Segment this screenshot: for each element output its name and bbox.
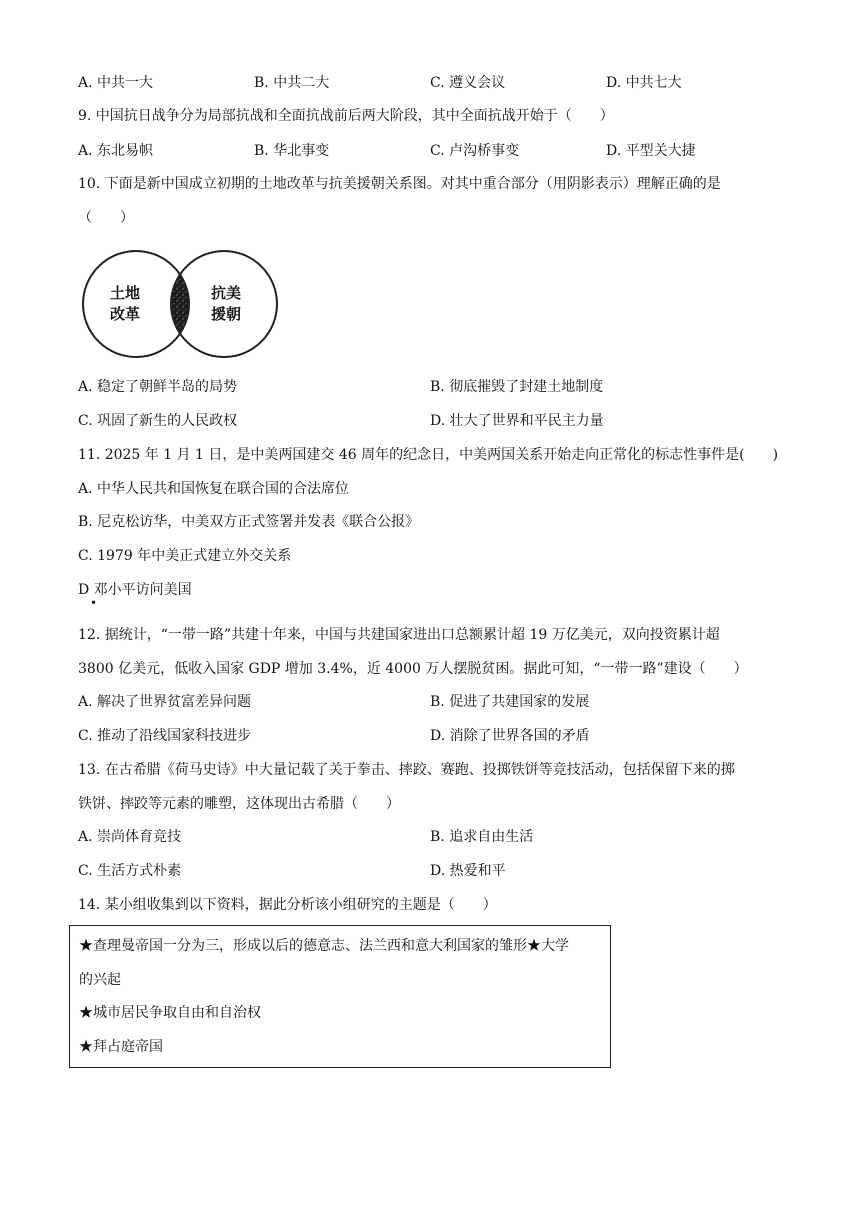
venn-left-label-1: 土地 <box>110 284 141 302</box>
q12-option-a[interactable]: A. 解决了世界贫富差异问题 <box>78 694 252 710</box>
material-item-2: ★城市居民争取自由和自治权 <box>79 1005 261 1021</box>
q10-option-b[interactable]: B. 彻底摧毁了封建土地制度 <box>430 379 604 395</box>
material-item-3: ★拜占庭帝国 <box>79 1039 163 1055</box>
q12-stem-line1: 12. 据统计，“一带一路”共建十年来，中国与共建国家进出口总额累计超 19 万亿美元，双向投资累计超 <box>78 627 720 643</box>
q12-stem-line2: 3800 亿美元，低收入国家 GDP 增加 3.4%，近 4000 万人摆脱贫困。据此可知，“一带一路”建设（ ） <box>78 661 748 677</box>
q11-stem: 11. 2025 年 1 月 1 日，是中美两国建交 46 周年的纪念日，中美两国关系开始走向正常化的标志性事件是( ) <box>78 447 779 463</box>
venn-right-label-2: 援朝 <box>211 305 242 323</box>
q10-stem-line2: （ ） <box>78 210 134 226</box>
q12-option-d[interactable]: D. 消除了世界各国的矛盾 <box>430 728 590 744</box>
q13-option-b[interactable]: B. 追求自由生活 <box>430 829 534 845</box>
venn-left-label-2: 改革 <box>110 305 141 323</box>
q8-option-c[interactable]: C. 遵义会议 <box>430 75 506 91</box>
q8-option-d[interactable]: D. 中共七大 <box>606 75 682 91</box>
q14-stem: 14. 某小组收集到以下资料，据此分析该小组研究的主题是（ ） <box>78 897 497 913</box>
q9-option-b[interactable]: B. 华北事变 <box>254 143 330 159</box>
q11-option-a[interactable]: A. 中华人民共和国恢复在联合国的合法席位 <box>78 481 350 497</box>
q11-option-d[interactable]: D 邓小平访问美国 <box>78 582 192 598</box>
q8-option-a[interactable]: A. 中共一大 <box>78 75 154 91</box>
venn-right-label-1: 抗美 <box>211 284 242 302</box>
q12-option-b[interactable]: B. 促进了共建国家的发展 <box>430 694 590 710</box>
q12-option-c[interactable]: C. 推动了沿线国家科技进步 <box>78 728 252 744</box>
q10-stem-line1: 10. 下面是新中国成立初期的土地改革与抗美援朝关系图。对其中重合部分（用阴影表示）理解正确的是 <box>78 176 721 192</box>
q10-option-c[interactable]: C. 巩固了新生的人民政权 <box>78 413 238 429</box>
q13-option-c[interactable]: C. 生活方式朴素 <box>78 863 182 879</box>
q8-option-b[interactable]: B. 中共二大 <box>254 75 330 91</box>
q10-option-d[interactable]: D. 壮大了世界和平民主力量 <box>430 413 604 429</box>
q9-stem: 9. 中国抗日战争分为局部抗战和全面抗战前后两大阶段，其中全面抗战开始于（ ） <box>78 108 614 124</box>
material-item-1a: ★查理曼帝国一分为三，形成以后的德意志、法兰西和意大利国家的雏形★大学 <box>79 938 569 954</box>
q11-option-b[interactable]: B. 尼克松访华，中美双方正式签署并发表《联合公报》 <box>78 514 420 530</box>
q9-option-d[interactable]: D. 平型关大捷 <box>606 143 696 159</box>
q13-option-d[interactable]: D. 热爱和平 <box>430 863 506 879</box>
material-item-1b: 的兴起 <box>79 972 121 988</box>
q13-option-a[interactable]: A. 崇尚体育竞技 <box>78 829 182 845</box>
venn-diagram <box>80 246 280 362</box>
q10-option-a[interactable]: A. 稳定了朝鲜半岛的局势 <box>78 379 238 395</box>
q11-option-c[interactable]: C. 1979 年中美正式建立外交关系 <box>78 548 292 564</box>
q13-stem-line1: 13. 在古希腊《荷马史诗》中大量记载了关于拳击、摔跤、赛跑、投掷铁饼等竞技活动，包括保留下来的掷 <box>78 762 735 778</box>
q9-option-a[interactable]: A. 东北易帜 <box>78 143 154 159</box>
source-material-box <box>69 925 611 1068</box>
q13-stem-line2: 铁饼、摔跤等元素的雕塑，这体现出古希腊（ ） <box>78 796 400 812</box>
q9-option-c[interactable]: C. 卢沟桥事变 <box>430 143 520 159</box>
emphasis-dot: • <box>90 596 98 610</box>
